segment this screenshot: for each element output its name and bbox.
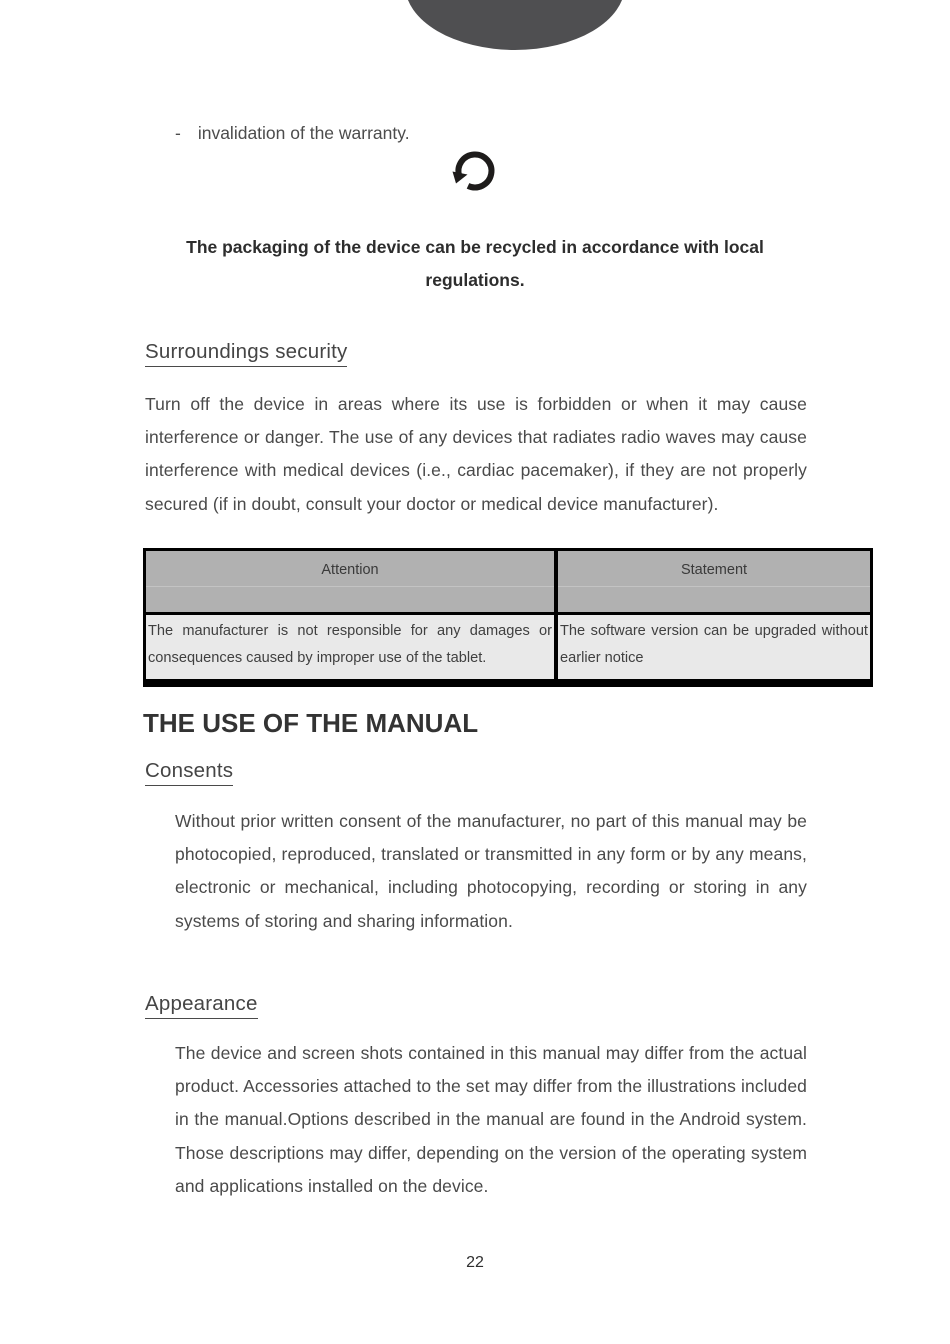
bullet-dash: - [175, 123, 181, 143]
table-header-statement: Statement [558, 551, 870, 612]
table-row [146, 615, 870, 679]
surroundings-security-heading: Surroundings security [145, 340, 347, 367]
surroundings-security-paragraph: Turn off the device in areas where its use is forbidden or when it may cause interference or danger. The use of any devices that radiates radio waves may cause interference with medical devices (i.e., cardiac pacemaker), if they are not properly secured (if in doubt, consult your doctor or medical device manufacturer). [145, 394, 807, 514]
header-decoration-ellipse [405, 0, 625, 50]
appearance-paragraph: The device and screen shots contained in this manual may differ from the actual product. Accessories attached to the set may differ from the illustrations included in the manual.Options described in the manual are found in the Android system. Those descriptions may differ, depending on the version of the operating system and applications installed on the device. [175, 1043, 807, 1196]
recycle-caption: The packaging of the device can be recycled in accordance with local regulations. [186, 237, 764, 290]
consents-heading: Consents [145, 759, 233, 786]
bullet-text: invalidation of the warranty. [197, 123, 410, 143]
page-number: 22 [466, 1254, 484, 1271]
consents-paragraph: Without prior written consent of the manufacturer, no part of this manual may be photocopied, reproduced, translated or transmitted in any form or by any means, electronic or mechanical, including photocopying, recording or storing in any systems of storing and sharing information. [175, 811, 807, 931]
table-cell-statement: The software version can be upgraded without earlier notice [558, 615, 870, 679]
attention-statement-table [143, 548, 873, 687]
table-cell-attention: The manufacturer is not responsible for any damages or consequences caused by improper use of the tablet. [146, 615, 558, 679]
warranty-bullet-item [175, 121, 815, 145]
recycle-icon [450, 145, 500, 199]
table-header-row [146, 551, 870, 615]
appearance-heading: Appearance [145, 992, 258, 1019]
table-header-attention: Attention [146, 551, 558, 612]
use-of-manual-heading: THE USE OF THE MANUAL [143, 708, 479, 738]
